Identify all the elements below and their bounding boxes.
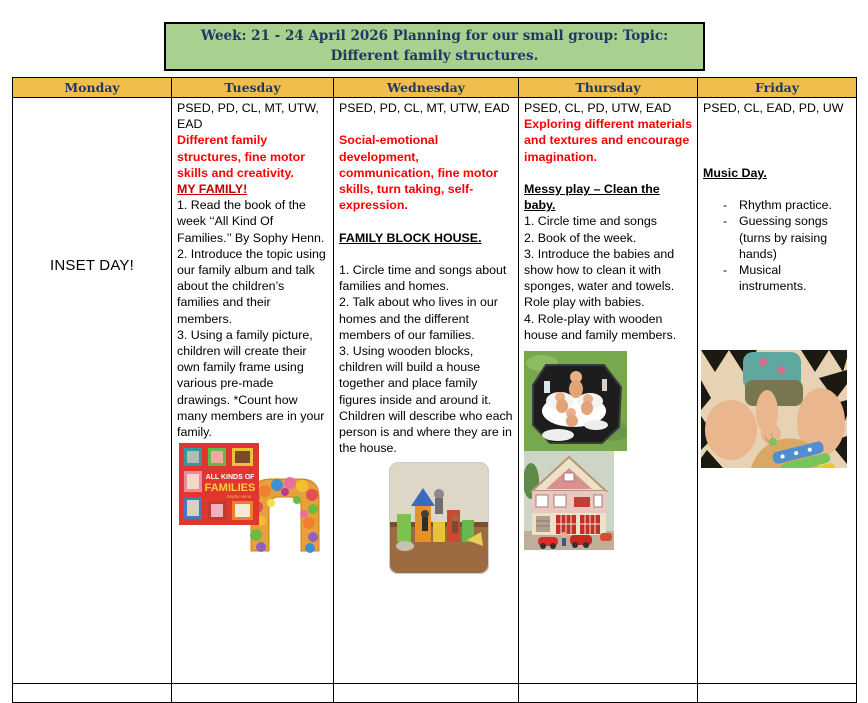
book-author: Sophy Henn: [226, 494, 252, 500]
text-line: 4. Role-play with wooden house and family members.: [524, 311, 677, 342]
text-line: 1. Circle time and songs: [524, 214, 657, 229]
monday-cell: [13, 98, 172, 684]
blank-line: [703, 132, 851, 148]
day-header-monday: Monday: [13, 78, 172, 98]
day-header-wednesday: Wednesday: [334, 78, 519, 98]
dollhouse-photo: [524, 451, 614, 550]
text-line: FAMILY BLOCK HOUSE.: [339, 230, 482, 245]
text-line: PSED, PD, CL, MT, UTW, EAD: [339, 101, 510, 115]
thursday-text: [524, 100, 692, 343]
tuesday-cell: [172, 98, 334, 684]
tuesday-text: [177, 100, 328, 440]
friday-text: [703, 100, 851, 294]
plan-content-row: [13, 98, 857, 684]
text-line: 3. Using wooden blocks, children will build a house together and place family figures inside and around it. Children will describe who each person is and where they are in the house.: [339, 344, 513, 456]
thursday-cell: [519, 98, 698, 684]
book-cover-image: [179, 443, 259, 525]
blank-line: [703, 116, 851, 132]
xylophone-photo: [701, 350, 847, 468]
text-line: PSED, CL, PD, UTW, EAD: [524, 101, 672, 115]
wednesday-cell: [334, 98, 519, 684]
dash-bullet: -: [723, 214, 728, 229]
text-line: Messy play – Clean the baby.: [524, 182, 660, 213]
blank-line: [339, 213, 513, 229]
list-item: [723, 197, 851, 213]
text-line: 1. Circle time and songs about families and homes.: [339, 263, 507, 294]
blank-line: [703, 181, 851, 197]
text-line: MY FAMILY!: [177, 182, 248, 197]
text-line: 3. Using a family picture, children will create their own family frame using various pre-made drawings. *Count how many members are in your family.: [177, 327, 325, 440]
list-item: [723, 213, 851, 262]
blank-line: [339, 116, 513, 132]
text-line: 2. Book of the week.: [524, 230, 637, 245]
friday-cell: [698, 98, 857, 684]
text-line: PSED, CL, EAD, PD, UW: [703, 101, 844, 115]
wednesday-text: [339, 100, 513, 456]
text-line: Different family structures, fine motor skills and creativity.: [177, 133, 306, 180]
text-line: PSED, PD, CL, MT, UTW, EAD: [177, 101, 319, 132]
blank-line: [524, 165, 692, 181]
text-line: Exploring different materials and textures and encourage imagination.: [524, 117, 692, 164]
tuesday-images: [177, 443, 328, 555]
day-header-thursday: Thursday: [519, 78, 698, 98]
next-row-partial: [13, 684, 857, 703]
list-item-text: Guessing songs (turns by raising hands): [739, 214, 828, 261]
text-line: 2. Talk about who lives in our homes and the different members of our families.: [339, 295, 498, 342]
list-item-text: Musical instruments.: [739, 263, 807, 294]
week-title-banner: [164, 22, 705, 71]
blank-line: [339, 246, 513, 262]
list-item-text: Rhythm practice.: [739, 198, 832, 213]
text-line: Music Day.: [703, 165, 767, 180]
text-line: 3. Introduce the babies and show how to clean it with sponges, water and towels. Role play with babies.: [524, 246, 675, 310]
day-header-row: [13, 78, 857, 98]
weekly-planning-table: [12, 77, 857, 703]
book-title-line1: ALL KINDS OF: [205, 474, 255, 482]
dash-bullet: -: [723, 198, 728, 213]
dash-bullet: -: [723, 263, 728, 278]
week-title-text: Week: 21 - 24 April 2026 Planning for our small group: Topic: Different family structures.: [200, 28, 669, 65]
list-item: [723, 262, 851, 294]
day-header-friday: Friday: [698, 78, 857, 98]
blank-line: [703, 149, 851, 165]
inset-day-label: INSET DAY!: [50, 257, 134, 274]
text-line: Social-emotional development, communication, fine motor skills, turn taking, self-expression.: [339, 133, 499, 213]
text-line: 1. Read the book of the week ‘‘All Kind Of Families.’’ By Sophy Henn.: [177, 198, 325, 245]
thursday-images: [524, 351, 692, 550]
day-header-tuesday: Tuesday: [172, 78, 334, 98]
wooden-blocks-photo: [389, 462, 489, 574]
messy-play-tray-photo: [524, 351, 627, 451]
text-line: 2. Introduce the topic using our family album and talk about the children’s families and their members.: [177, 246, 326, 326]
book-title-line2: FAMILIES: [204, 482, 256, 495]
